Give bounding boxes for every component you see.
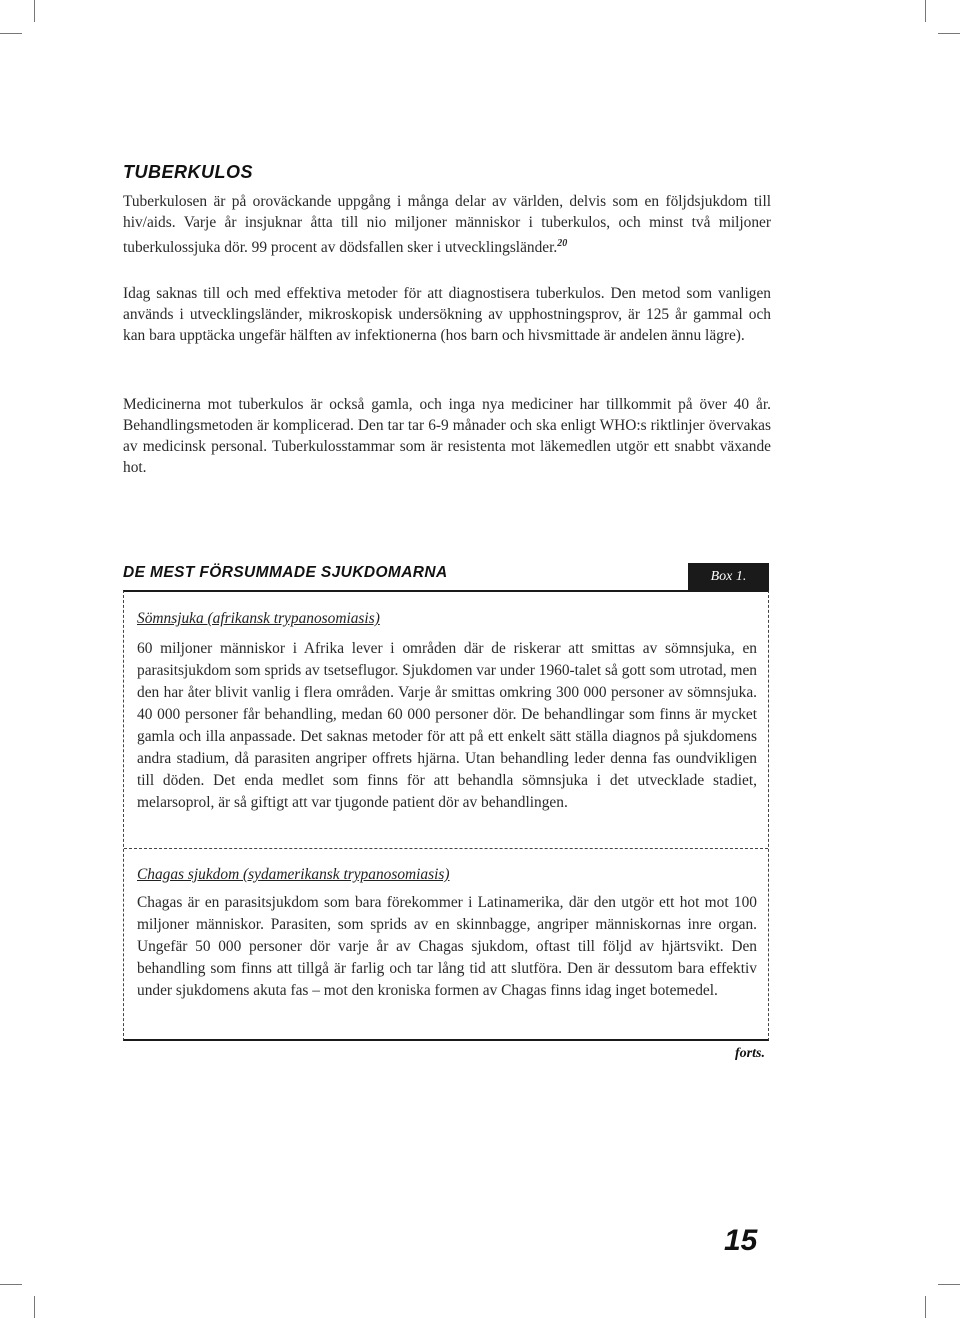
- crop-mark: [34, 0, 35, 22]
- crop-mark: [938, 33, 960, 34]
- crop-mark: [925, 1296, 926, 1318]
- continued-label: forts.: [735, 1046, 765, 1061]
- page-number: 15: [724, 1224, 758, 1257]
- paragraph-3: Medicinerna mot tuberkulos är också gamla, och inga nya mediciner har tillkommit på över 40 år. Behandlingsmetoden är komplicerad. Den tar tar 6-9 månader och ska enligt WHO:s riktlinjer övervakas av medicinsk personal. Tuberkulosstammar som är resistenta mot läkemedlen utgör ett snabbt växande hot.: [123, 396, 771, 476]
- box-item-2-title: Chagas sjukdom (sydamerikansk trypanosomiasis): [137, 866, 450, 883]
- crop-mark: [34, 1296, 35, 1318]
- crop-mark: [0, 1284, 22, 1285]
- info-box: [123, 590, 769, 1041]
- crop-mark: [938, 1284, 960, 1285]
- box-divider: [124, 848, 768, 849]
- crop-mark: [0, 33, 22, 34]
- box-heading: DE MEST FÖRSUMMADE SJUKDOMARNA: [123, 564, 448, 581]
- box-item-1-title: Sömnsjuka (afrikansk trypanosomiasis): [137, 610, 380, 627]
- box-tab-label: Box 1.: [688, 563, 769, 591]
- paragraph-1: [123, 191, 771, 258]
- box-item-1-text: 60 miljoner människor i Afrika lever i områden där de riskerar att smittas av sömnsjuka, en parasitsjukdom som sprids av tsetseflugor. Sjukdomen var under 1960-talet så gott som utrotad, men den har åter blivit vanlig i flera områden. Varje år smittas omkring 300 000 personer av sömnsjuka. 40 000 personer får behandling, medan 60 000 personer dör. De behandlingar som finns är mycket gamla och illa anpassade. Det saknas metoder för att på ett enkelt sätt ställa diagnos på sjukdomens andra stadium, då parasiten angriper offrets hjärna. Utan behandling leder denna fas oundvikligen till döden. Det enda medlet som finns för att behandla sömnsjuka i det utvecklade stadiet, melarsoprol, är så giftigt att var tjugonde patient dör av behandlingen.: [137, 640, 757, 811]
- section-title: TUBERKULOS: [123, 162, 253, 182]
- footnote-ref: 20: [557, 238, 568, 249]
- box-item-2-text: Chagas är en parasitsjukdom som bara förekommer i Latinamerika, där den utgör ett hot mot 100 miljoner människor. Parasiten, som sprids av en skinnbagge, angriper människornas inre organ. Ungefär 50 000 personer dör varje år av Chagas sjukdom, oftast till följd av hjärtsvikt. Den behandling som finns att tillgå är farlig och tar lång tid att slutföra. Den är dessutom bara effektiv under sjukdomens akuta fas – mot den kroniska formen av Chagas finns idag inget botemedel.: [137, 894, 757, 999]
- paragraph-1-text: Tuberkulosen är på oroväckande uppgång i många delar av världen, delvis som en följdsjukdom till hiv/aids. Varje år insjuknar åtta till nio miljoner människor i tuberkulos, och minst två miljoner tuberkulossjuka dör. 99 procent av dödsfallen sker i utvecklingsländer.: [123, 193, 771, 257]
- paragraph-2: Idag saknas till och med effektiva metoder för att diagnostisera tuberkulos. Den metod som vanligen används i utvecklingsländer, mikroskopisk undersökning av upphostningsprov, är 125 år gammal och kan bara upptäcka ungefär hälften av infektionerna (hos barn och hivsmittade är andelen ännu lägre).: [123, 285, 771, 344]
- crop-mark: [925, 0, 926, 22]
